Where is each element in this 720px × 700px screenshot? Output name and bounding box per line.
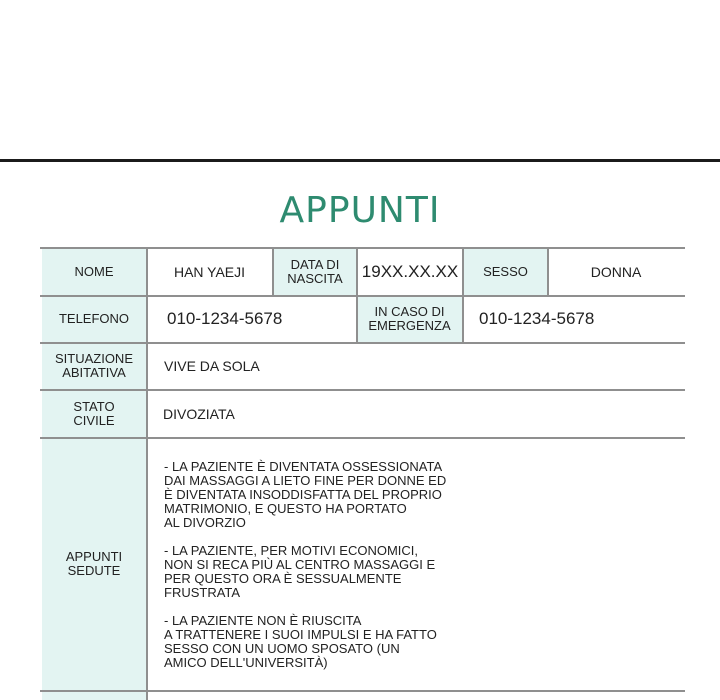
label-sesso: SESSO [463,249,548,295]
note-item: - LA PAZIENTE È DIVENTATA OSSESSIONATA DAI MASSAGGI A LIETO FINE PER DONNE ED È DIVENTATA INSODDISFATTA DEL PROPRIO MATRIMONIO, E QUESTO HA PORTATO AL DIVORZIO [164,459,447,530]
value-data-nascita: 19XX.XX.XX [358,249,462,295]
value-telefono: 010-1234-5678 [147,296,356,342]
table-border [40,342,685,344]
table-border [272,247,274,295]
value-nome: HAN YAEJI [147,249,272,295]
table-border [40,295,685,297]
label-appunti-sedute: APPUNTI SEDUTE [42,438,146,690]
label-stato-civile: STATO CIVILE [42,390,146,437]
table-border [356,247,358,342]
table-border [40,389,685,391]
panel-divider [0,159,720,162]
table-border [40,690,685,692]
note-item: - LA PAZIENTE NON È RIUSCITA A TRATTENERE I SUOI IMPULSI E HA FATTO SESSO CON UN UOMO SPOSATO (UN AMICO DELL'UNIVERSITÀ) [164,613,437,670]
table-border [146,247,148,700]
table-border [40,247,685,249]
label-telefono: TELEFONO [42,296,146,342]
label-nome: NOME [42,249,146,295]
label-next-row [42,692,146,700]
table-border [462,247,464,342]
label-data-nascita: DATA DI NASCITA [273,249,357,295]
note-item: - LA PAZIENTE, PER MOTIVI ECONOMICI, NON SI RECA PIÙ AL CENTRO MASSAGGI E PER QUESTO ORA È SESSUALMENTE FRUSTRATA [164,543,436,600]
page-title: APPUNTI [279,190,441,231]
value-emergenza: 010-1234-5678 [463,296,683,342]
table-border [547,247,549,295]
label-situazione-abitativa: SITUAZIONE ABITATIVA [42,343,146,389]
value-stato-civile: DIVOZIATA [147,390,683,437]
value-sesso: DONNA [549,249,683,295]
session-notes [164,460,484,684]
value-situazione-abitativa: VIVE DA SOLA [147,343,683,389]
label-emergenza: IN CASO DI EMERGENZA [357,296,462,342]
table-border [40,437,685,439]
